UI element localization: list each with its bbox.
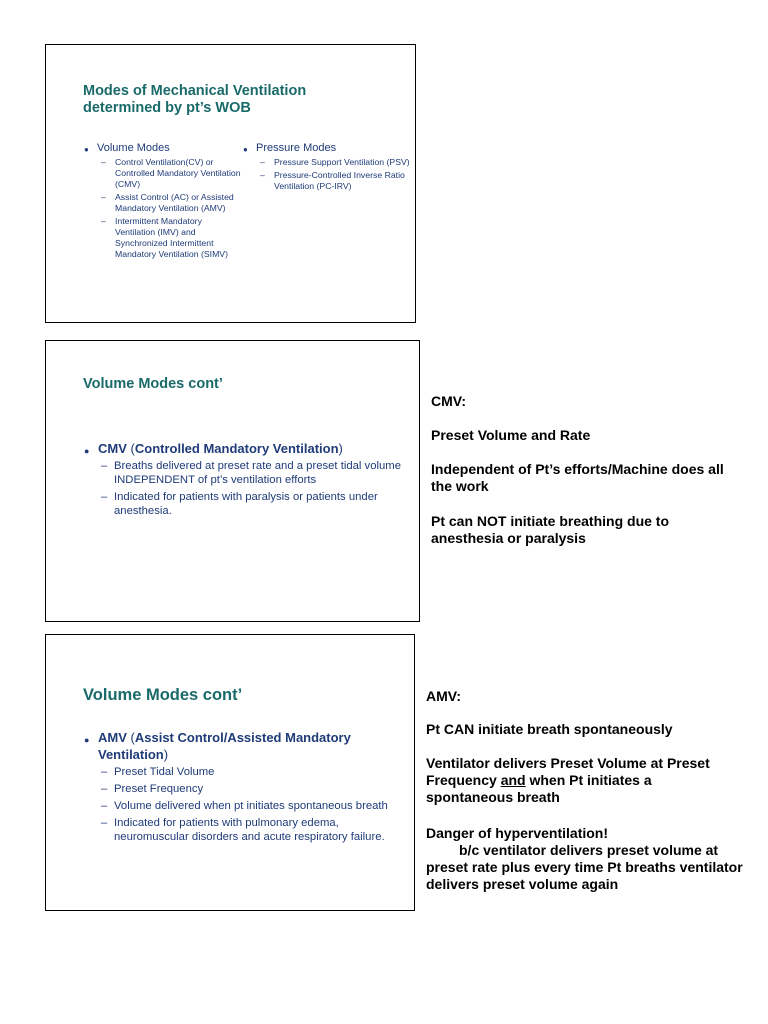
list-item [243,157,413,168]
bullet-volume-modes [84,142,244,155]
note-text: Ventilator delivers Preset Volume at Preset Frequency [426,755,710,788]
list-item [84,157,244,190]
list-item-text: Indicated for patients with pulmonary edema, neuromuscular disorders and acute respiratory failure. [114,817,385,843]
list-item [84,799,394,813]
list-item-text: Volume delivered when pt initiates spontaneous breath [114,800,388,812]
note-underlined-text: and [500,772,526,788]
bullet-amv [84,729,394,763]
cmv-list [84,459,404,518]
paren-open: ( [130,441,135,456]
list-item [243,170,413,192]
list-item-text: Indicated for patients with paralysis or patients under anesthesia. [114,491,378,517]
list-item-text: Preset Tidal Volume [114,766,215,778]
bullet-dot-icon: ● [84,446,90,456]
bullet-label: Pressure Modes [256,142,337,154]
dash-icon: – [260,170,265,180]
danger-heading: Danger of hyperventilation! [426,825,609,841]
slide-modes-overview [45,44,416,323]
pressure-modes-column [243,142,413,194]
amv-list [84,765,394,844]
paren-close: ) [163,747,169,762]
danger-body: b/c ventilator delivers preset volume at preset rate plus every time Pt breaths ventilator delivers preset volume again [426,842,743,892]
bullet-label: Volume Modes [97,142,170,154]
list-item [84,216,244,260]
note-text: when Pt initiates a spontaneous breath [426,772,652,805]
list-item-text: Intermittent Mandatory Ventilation (IMV) and Synchronized Intermittent Mandatory Ventilation (SIMV) [115,216,228,259]
dash-icon: – [101,800,108,812]
list-item-text: Control Ventilation(CV) or Controlled Mandatory Ventilation (CMV) [115,157,241,189]
mode-abbr: CMV [98,441,127,456]
list-item-text: Assist Control (AC) or Assisted Mandatory Ventilation (AMV) [115,192,234,213]
list-item [84,816,394,844]
title-line-1: Modes of Mechanical Ventilation [83,83,307,99]
list-item-text: Breaths delivered at preset rate and a preset tidal volume INDEPENDENT of pt’s ventilation efforts [114,460,401,486]
bullet-cmv [84,440,404,457]
dash-icon: – [101,783,108,795]
title-line-2: determined by pt’s WOB [83,100,251,116]
slide-amv [45,634,415,911]
volume-modes-list [84,157,244,260]
dash-icon: – [101,216,106,226]
mode-abbr: AMV [98,730,127,745]
list-item-text: Preset Frequency [114,783,204,795]
dash-icon: – [101,817,108,829]
pressure-modes-list [243,157,413,192]
list-item [84,765,394,779]
list-item [84,459,404,487]
bullet-dot-icon: ● [84,145,89,154]
bullet-pressure-modes [243,142,413,155]
notes-cmv-line: Preset Volume and Rate [431,427,591,443]
list-item [84,782,394,796]
slide-title: Volume Modes cont’ [83,686,243,704]
mode-full-name: Assist Control/Assisted Mandatory Ventilation [98,730,351,762]
notes-cmv-line: Independent of Pt’s efforts/Machine does all the work [431,461,724,494]
notes-amv-danger [426,825,746,893]
slide-title: Volume Modes cont’ [83,376,223,392]
notes-cmv-heading: CMV: [431,393,466,409]
dash-icon: – [101,460,108,472]
notes-amv-heading: AMV: [426,688,461,704]
notes-cmv-line: Pt can NOT initiate breathing due to anesthesia or paralysis [431,513,670,546]
volume-modes-column [84,142,244,262]
dash-icon: – [101,766,108,778]
mode-full-name: Controlled Mandatory Ventilation [134,441,339,456]
paren-open: ( [130,730,135,745]
slide-cmv [45,340,420,622]
amv-content [84,729,394,847]
dash-icon: – [101,157,106,167]
cmv-content [84,440,404,521]
notes-amv-line: Pt CAN initiate breath spontaneously [426,721,673,737]
dash-icon: – [101,192,106,202]
list-item [84,192,244,214]
dash-icon: – [101,491,108,503]
bullet-dot-icon: ● [84,735,90,745]
notes-amv-line [426,755,736,806]
list-item-text: Pressure-Controlled Inverse Ratio Ventilation (PC-IRV) [274,170,405,191]
list-item-text: Pressure Support Ventilation (PSV) [274,157,410,167]
bullet-dot-icon: ● [243,145,248,154]
slide-title [83,83,383,117]
paren-close: ) [338,441,343,456]
list-item [84,490,404,518]
dash-icon: – [260,157,265,167]
